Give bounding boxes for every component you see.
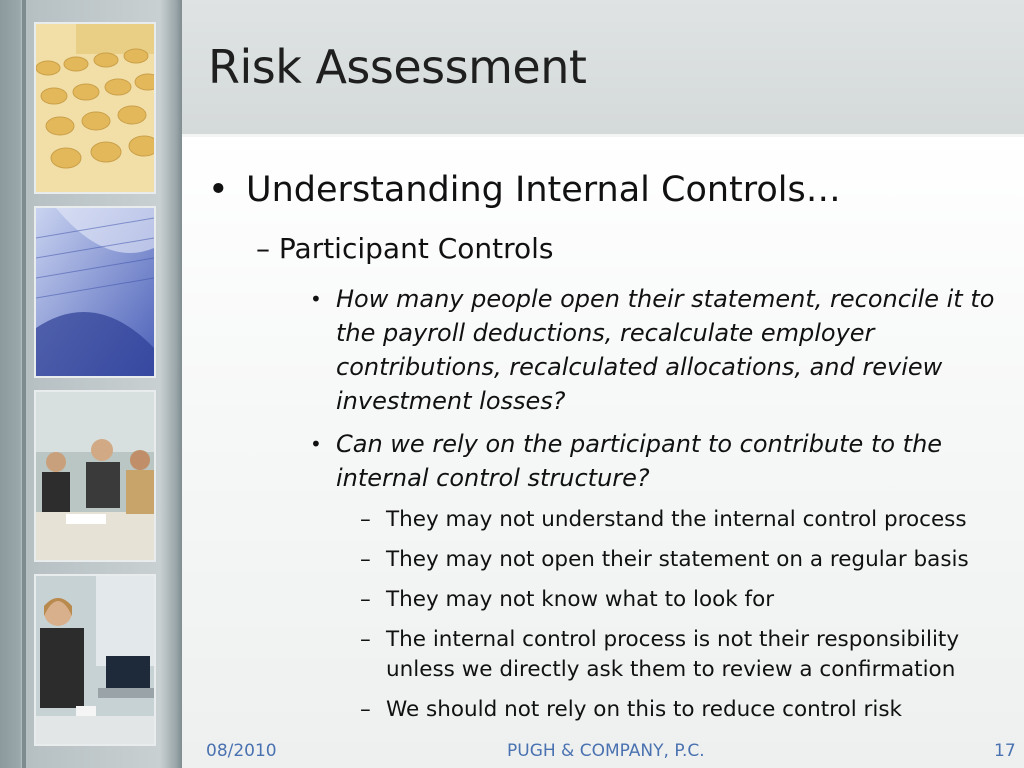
footer-date: 08/2010 bbox=[206, 741, 277, 761]
footer-page-number: 17 bbox=[994, 741, 1016, 761]
strip-edge bbox=[22, 0, 26, 768]
bullet-level2 bbox=[256, 232, 554, 265]
calculator-photo bbox=[34, 22, 156, 194]
dash-icon: – bbox=[360, 507, 371, 532]
meeting-photo bbox=[34, 390, 156, 562]
point-text: They may not understand the internal control process bbox=[386, 507, 967, 532]
question-text: Can we rely on the participant to contribute to the internal control structure? bbox=[336, 430, 943, 492]
footer-company: PUGH & COMPANY, P.C. bbox=[507, 741, 705, 761]
image-strip bbox=[0, 0, 182, 768]
dash-icon: – bbox=[360, 627, 371, 652]
dash-icon: – bbox=[256, 232, 270, 265]
office-worker-photo bbox=[34, 574, 156, 746]
slide-title: Risk Assessment bbox=[208, 40, 587, 94]
bullet-level2-text: Participant Controls bbox=[278, 232, 554, 265]
point-text: The internal control process is not their responsibility unless we directly ask them to review a confirmation bbox=[386, 627, 960, 682]
bullet-dot-icon: • bbox=[208, 170, 229, 210]
question-text: How many people open their statement, reconcile it to the payroll deductions, recalculate employer contributions, recalculated allocations, and review investment losses? bbox=[336, 285, 995, 415]
bullet-dot-icon: • bbox=[310, 432, 322, 456]
bullet-dot-icon: • bbox=[310, 287, 322, 311]
point-text: They may not open their statement on a regular basis bbox=[386, 547, 969, 572]
spreadsheet-photo bbox=[34, 206, 156, 378]
dash-icon: – bbox=[360, 697, 371, 722]
bullet-level1-text: Understanding Internal Controls… bbox=[246, 170, 841, 210]
dash-icon: – bbox=[360, 547, 371, 572]
point-text: They may not know what to look for bbox=[386, 587, 775, 612]
point-text: We should not rely on this to reduce control risk bbox=[386, 697, 902, 722]
dash-icon: – bbox=[360, 587, 371, 612]
